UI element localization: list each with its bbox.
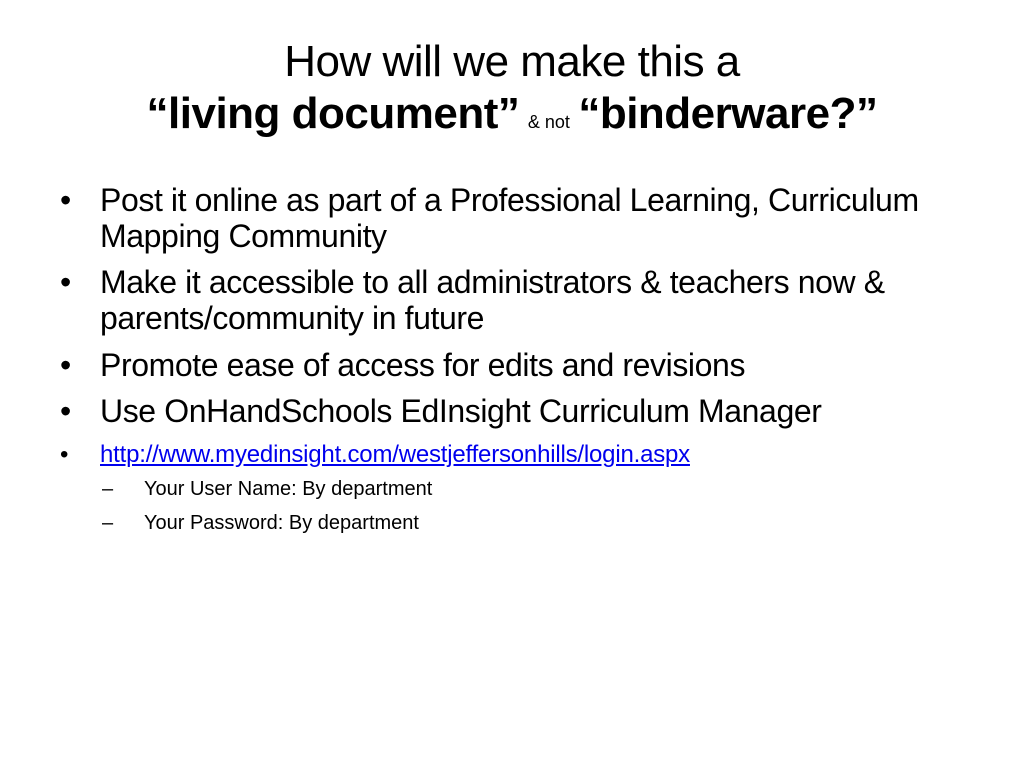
title-line-1: How will we make this a (284, 37, 740, 86)
title-living-document: “living document” (146, 88, 520, 138)
bullet-marker: • (60, 346, 71, 383)
bullet-marker: • (60, 392, 71, 429)
sub-bullet-text: Your User Name: By department (144, 478, 433, 501)
title-connector: & not (527, 111, 570, 132)
sub-bullet-marker: – (102, 478, 114, 501)
bullet-text: Make it accessible to all administrators & teachers now & parents/community in future (100, 264, 885, 337)
bullet-marker: • (60, 264, 71, 301)
bullet-list (56, 182, 956, 544)
bullet-marker: • (60, 182, 71, 218)
sub-bullet-marker: – (102, 512, 114, 535)
bullet-text: Promote ease of access for edits and revisions (100, 346, 746, 383)
sub-bullet-password (56, 510, 956, 536)
bullet-text: Post it online as part of a Professional Learning, Curriculum Mapping Community (100, 182, 919, 255)
bullet-item-edinsight (56, 393, 956, 429)
bullet-marker: • (60, 440, 69, 468)
title-binderware: “binderware?” (578, 88, 878, 138)
sub-bullet-text: Your Password: By department (144, 512, 419, 535)
sub-bullet-user-name (56, 476, 956, 502)
bullet-item-accessible (56, 264, 956, 336)
slide-title (60, 36, 964, 140)
bullet-text: Use OnHandSchools EdInsight Curriculum Manager (100, 392, 822, 429)
bullet-item-ease-of-access (56, 347, 956, 383)
bullet-item-post-online (56, 182, 956, 254)
bullet-item-login-link (56, 439, 956, 470)
title-line-2 (60, 88, 964, 140)
login-link[interactable]: http://www.myedinsight.com/westjeffersonhills/login.aspx (100, 440, 690, 468)
